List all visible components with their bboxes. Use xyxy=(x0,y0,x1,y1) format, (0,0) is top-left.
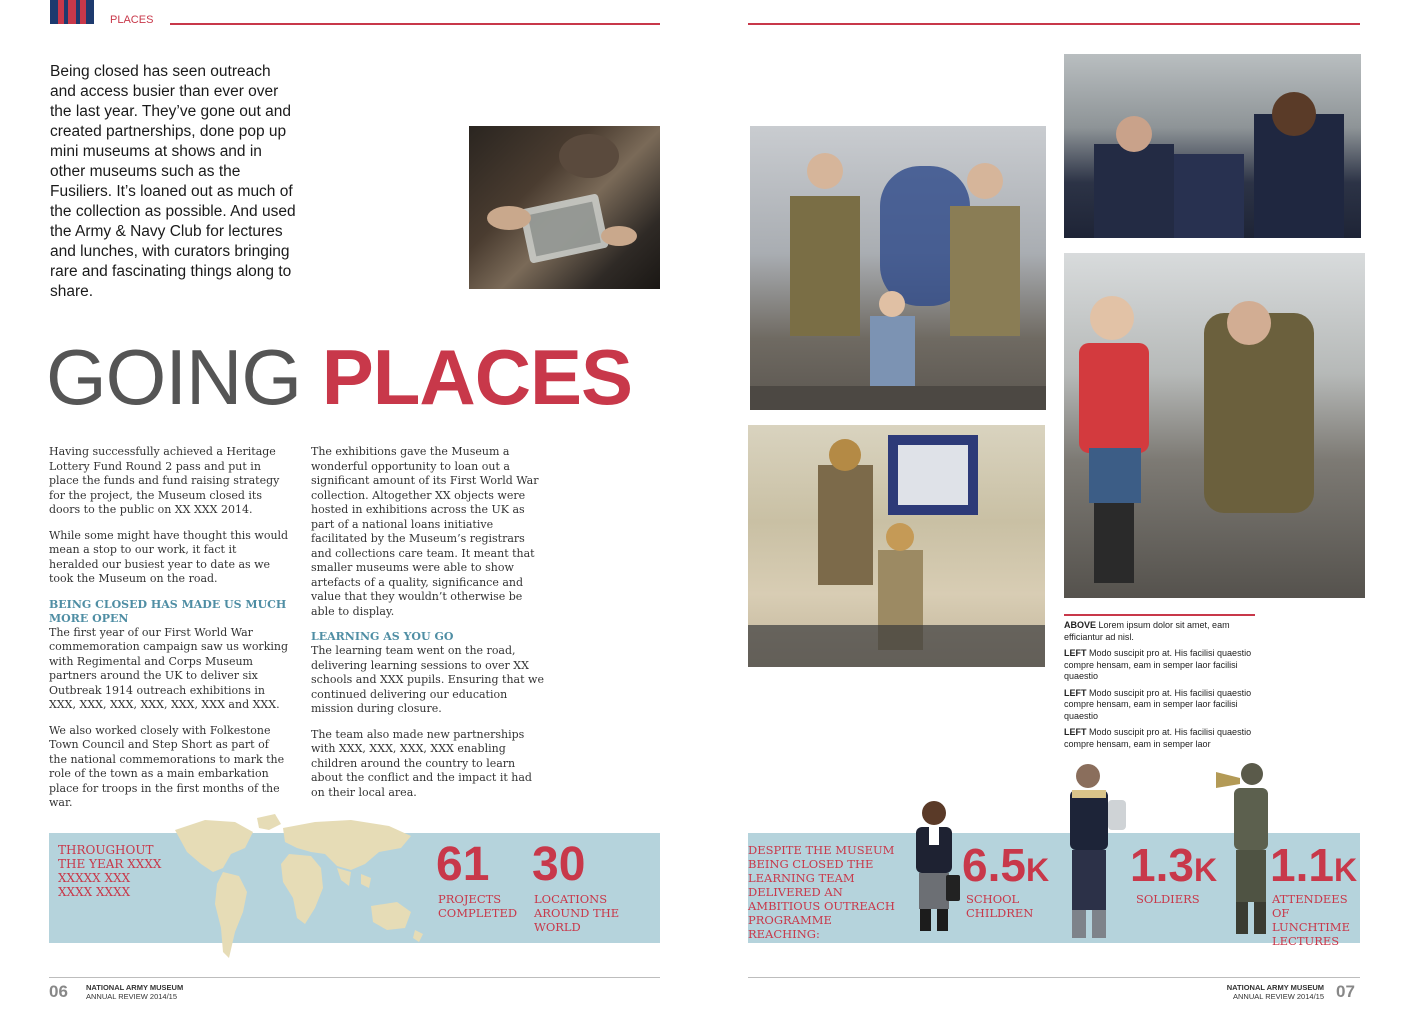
headline-word-going: GOING xyxy=(46,333,302,421)
col2-paragraph-3: The team also made new partnerships with XXX, XXX, XXX, XXX enabling children around the country to learn about the conflict and the impact it had on their local area. xyxy=(311,727,532,799)
headline xyxy=(46,332,632,422)
column-1 xyxy=(49,445,289,822)
stat-locations-label: LOCATIONS AROUND THE WORLD xyxy=(534,892,620,934)
caption-left-3 xyxy=(1064,727,1259,750)
header-rule-left xyxy=(170,23,660,25)
intro-text: Being closed has seen outreach and access busier than ever over the last year. They’ve gone out and created partnerships, done pop up mini museums at shows and in other museums such as the Fusiliers. It’s loaned out as much of the collection as possible. And used the Army & Navy Club for lectures and lunches, with curators bringing rare and fascinating things along to share. xyxy=(50,63,296,300)
stat-school-children-suffix: K xyxy=(1025,852,1050,888)
stat-projects-label: PROJECTS COMPLETED xyxy=(438,892,518,920)
stat-projects-value: 61 xyxy=(436,838,490,891)
stat-locations-value: 30 xyxy=(532,838,586,891)
photo-girl-and-soldier xyxy=(1064,253,1365,598)
col2-paragraph-2: The learning team went on the road, delivering learning sessions to over XX schools and XXX pupils. Ensuring that we continued delivering our education mission during closure. xyxy=(311,644,544,715)
stats-left-label: THROUGHOUT THE YEAR XXXX XXXXX XXX XXXX XXXX xyxy=(58,843,162,899)
caption-text: Modo suscipit pro at. His facilisi quaestio compre hensam, eam in semper laor xyxy=(1064,727,1252,749)
column-2 xyxy=(311,445,546,811)
stat-soldiers-value xyxy=(1130,836,1217,899)
caption-left-2 xyxy=(1064,688,1259,723)
col1-paragraph-4: We also worked closely with Folkestone Town Council and Step Short as part of the national commemorations to mark the role of the town as a main embarkation place for troops in the first months of the war. xyxy=(49,723,285,809)
caption-text: Modo suscipit pro at. His facilisi quaestio compre hensam, eam in semper laor facilisi quaestio xyxy=(1064,648,1252,681)
schoolboy-figure xyxy=(906,795,962,935)
stat-lectures-value xyxy=(1270,836,1357,899)
caption-text: Modo suscipit pro at. His facilisi quaestio compre hensam, eam in semper laor facilisi quaestio xyxy=(1064,687,1252,721)
col2-subhead: LEARNING AS YOU GO xyxy=(311,630,454,643)
footer-org-review: ANNUAL REVIEW 2014/15 xyxy=(86,992,178,1001)
caption-above xyxy=(1064,620,1259,643)
bugler-soldier-figure xyxy=(1210,758,1276,938)
stat-soldiers-suffix: K xyxy=(1193,852,1218,888)
col2-paragraph-1: The exhibitions gave the Museum a wonderful opportunity to loan out a significant amount of its First World War collection. Altogether XX objects were hosted in exhibitions across the UK as part of a national loans initiative facilitated by the Museum’s registrars and collections care team. It meant that smaller museums were able to show artefacts of a quality, significance and value that they wouldn’t otherwise be able to display. xyxy=(311,445,539,618)
col1-paragraph-3: The first year of our First World War commemoration campaign saw us working with Regimental and Corps Museum partners around the UK to deliver six Outbreak 1914 outreach exhibitions in XXX, XXX, XXX, XXX, XXX, XXX and XXX. xyxy=(49,625,289,711)
photo-reenactors-with-child xyxy=(750,126,1046,410)
classroom-scene-art xyxy=(748,425,1045,667)
col1-paragraph-1: Having successfully achieved a Heritage Lottery Fund Round 2 pass and put in place the funds and fund raising strategy for the project, the Museum closed its doors to the public on XX XXX 2014. xyxy=(49,445,280,516)
reenactors-scene-art xyxy=(750,126,1046,410)
glass-plate-scene-art xyxy=(469,126,660,289)
caption-rule xyxy=(1064,614,1255,616)
stat-soldiers-label: SOLDIERS xyxy=(1136,892,1200,906)
footer-org-left xyxy=(86,983,183,1001)
footer-org-name: NATIONAL ARMY MUSEUM xyxy=(86,983,184,992)
caption-tag: LEFT xyxy=(1064,727,1087,737)
girl-soldier-scene-art xyxy=(1064,253,1365,598)
stat-lectures-label: ATTENDEES OF LUNCHTIME LECTURES xyxy=(1272,892,1350,948)
stat-lectures-number: 1.1 xyxy=(1270,839,1334,891)
salute-scene-art xyxy=(1064,54,1361,238)
section-label: PLACES xyxy=(110,14,154,26)
page-number-left: 06 xyxy=(49,982,68,1001)
stat-school-children-label: SCHOOL CHILDREN xyxy=(966,892,1034,920)
photo-school-salute xyxy=(1064,54,1361,238)
footer-rule-left xyxy=(49,977,660,978)
footer-org-right xyxy=(1226,983,1324,1001)
ribbon-logo xyxy=(50,0,94,24)
stat-soldiers-number: 1.3 xyxy=(1130,839,1194,891)
stat-lectures-suffix: K xyxy=(1333,852,1358,888)
page-number-right: 07 xyxy=(1336,982,1355,1001)
footer-org-review: ANNUAL REVIEW 2014/15 xyxy=(1232,992,1324,1001)
captions xyxy=(1064,620,1259,755)
footer-org-name: NATIONAL ARMY MUSEUM xyxy=(1226,983,1324,992)
col1-paragraph-2: While some might have thought this would mean a stop to our work, it fact it heralded our busiest year to date as we took the Museum on the road. xyxy=(49,528,289,585)
caption-tag: ABOVE xyxy=(1064,620,1097,630)
col1-subhead: BEING CLOSED HAS MADE US MUCH MORE OPEN xyxy=(49,597,287,625)
world-map-graphic xyxy=(165,808,435,968)
stats-right-label: DESPITE THE MUSEUM BEING CLOSED THE LEARNING TEAM DELIVERED AN AMBITIOUS OUTREACH PROGRAMME REACHING: xyxy=(748,843,895,941)
caption-tag: LEFT xyxy=(1064,648,1087,658)
caption-text: Lorem ipsum dolor sit amet, eam efficiantur ad nisl. xyxy=(1064,620,1230,642)
footer-rule-right xyxy=(748,977,1360,978)
photo-glass-plate-handling xyxy=(469,126,660,289)
header-rule-right xyxy=(748,23,1360,25)
headline-word-places: PLACES xyxy=(321,333,633,421)
photo-indian-soldier-classroom xyxy=(748,425,1045,667)
victorian-soldier-figure xyxy=(1058,760,1130,940)
caption-tag: LEFT xyxy=(1064,687,1087,698)
stat-school-children-value xyxy=(962,836,1049,899)
stat-school-children-number: 6.5 xyxy=(962,839,1026,891)
caption-left-1 xyxy=(1064,648,1259,683)
